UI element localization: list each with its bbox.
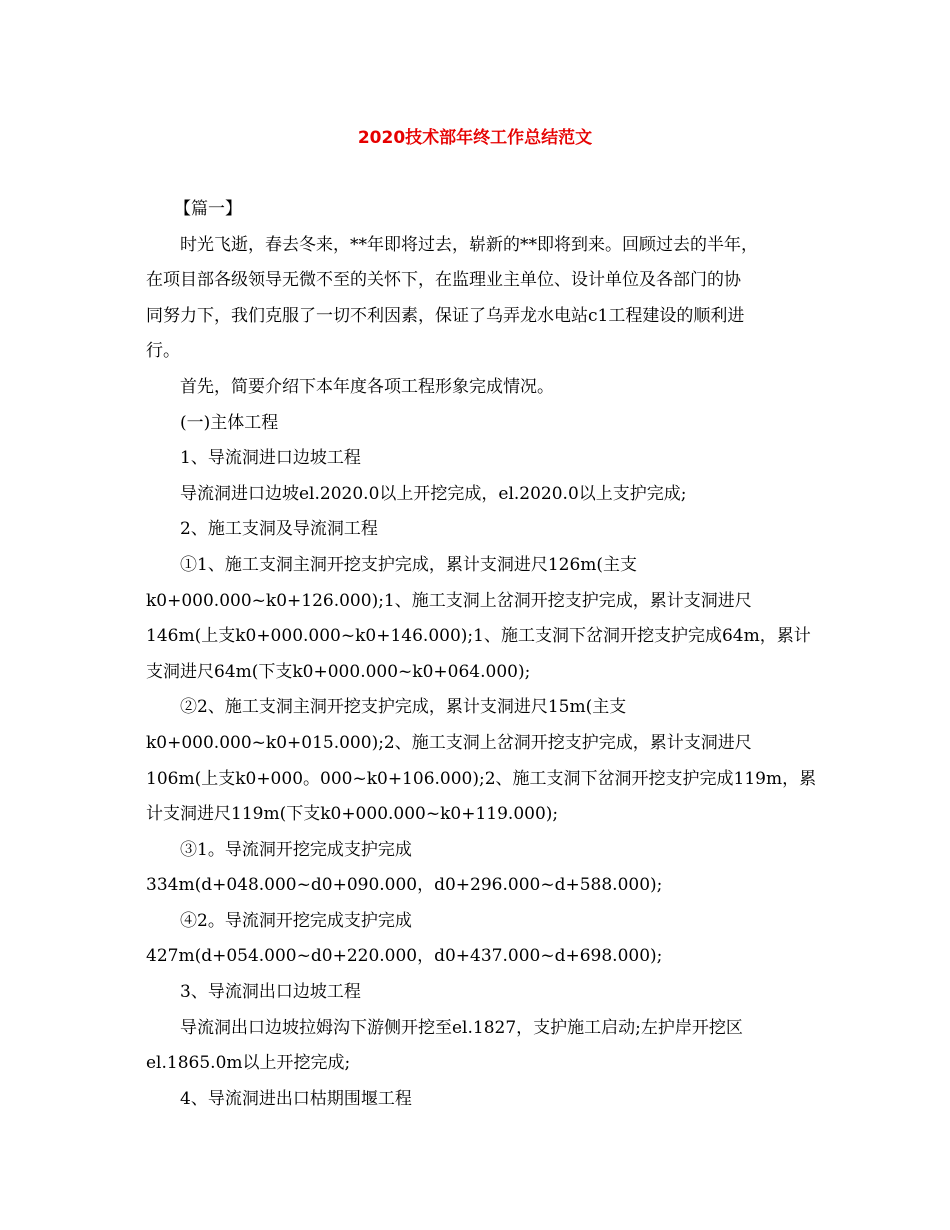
subheading-line: 2、施工支洞及导流洞工程 [180,519,378,540]
document-title: 2020技术部年终工作总结范文 [357,128,593,148]
section-heading: 【篇一】 [174,199,242,219]
subheading-line: 3、导流洞出口边坡工程 [180,982,361,1003]
paragraph-line: 334m(d+048.000~d0+090.000，d0+296.000~d+588.000); [146,875,663,896]
paragraph-line: ①1、施工支洞主洞开挖支护完成，累计支洞进尺126m(主支 [180,554,638,575]
paragraph-line: 在项目部各级领导无微不至的关怀下，在监理业主单位、设计单位及各部门的协 [146,270,741,291]
paragraph-line: 导流洞进口边坡el.2020.0以上开挖完成，el.2020.0以上支护完成; [180,483,687,504]
paragraph-line: k0+000.000~k0+015.000);2、施工支洞上岔洞开挖支护完成，累计支洞进尺 [146,732,752,753]
paragraph-line: k0+000.000~k0+126.000);1、施工支洞上岔洞开挖支护完成，累计支洞进尺 [146,590,752,611]
document-body [146,192,817,1117]
paragraph-line: el.1865.0m以上开挖完成; [146,1053,351,1074]
subheading-line: (一)主体工程 [180,412,279,433]
paragraph-line: 计支洞进尺119m(下支k0+000.000~k0+119.000); [146,804,559,825]
paragraph-line: 行。 [146,341,180,362]
subheading-line: 4、导流洞进出口枯期围堰工程 [180,1088,412,1109]
paragraph-line: ②2、施工支洞主洞开挖支护完成，累计支洞进尺15m(主支 [180,697,627,718]
paragraph-line: 时光飞逝，春去冬来，**年即将过去，崭新的**即将到来。回顾过去的半年， [180,234,758,255]
paragraph-line: 106m(上支k0+000。000~k0+106.000);2、施工支洞下岔洞开挖支护完成119m，累 [146,768,817,789]
paragraph-line: 首先，简要介绍下本年度各项工程形象完成情况。 [180,376,554,397]
paragraph-line: 支洞进尺64m(下支k0+000.000~k0+064.000); [146,661,531,682]
paragraph-line: ④2。导流洞开挖完成支护完成 [180,910,412,931]
paragraph-line: 同努力下，我们克服了一切不利因素，保证了乌弄龙水电站c1工程建设的顺利进 [146,305,745,326]
paragraph-line: ③1。导流洞开挖完成支护完成 [180,839,412,860]
paragraph-line: 146m(上支k0+000.000~k0+146.000);1、施工支洞下岔洞开挖支护完成64m，累计 [146,626,811,647]
paragraph-line: 427m(d+054.000~d0+220.000，d0+437.000~d+698.000); [146,946,663,967]
subheading-line: 1、导流洞进口边坡工程 [180,448,361,469]
paragraph-line: 导流洞出口边坡拉姆沟下游侧开挖至el.1827，支护施工启动;左护岸开挖区 [180,1017,743,1038]
